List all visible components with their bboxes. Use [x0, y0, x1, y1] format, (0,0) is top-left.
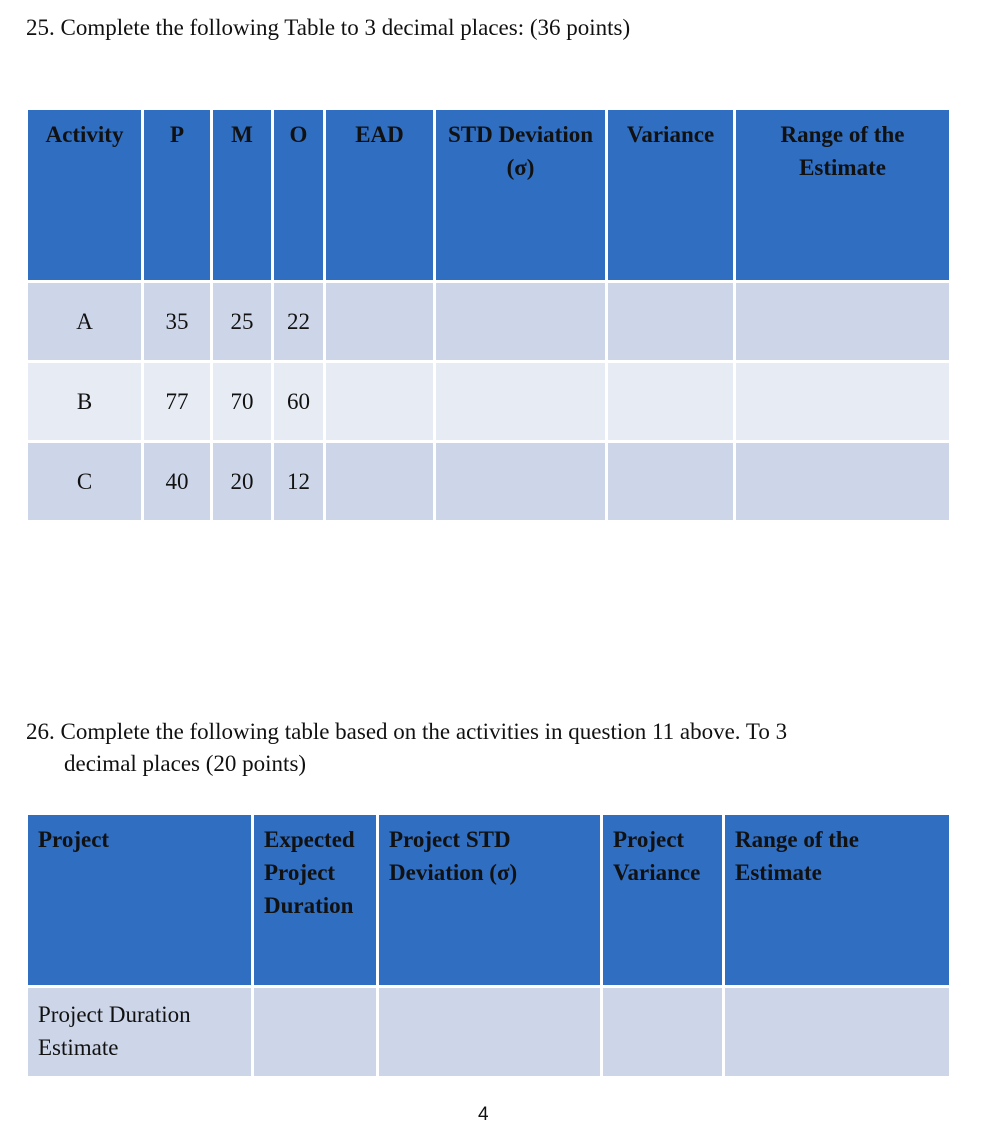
- question-25-title: 25. Complete the following Table to 3 decimal places: (36 points): [26, 15, 631, 40]
- header-range: Range of the Estimate: [735, 109, 951, 282]
- cell-variance[interactable]: [607, 442, 735, 522]
- cell-m: 25: [212, 282, 273, 362]
- question-26-line2: decimal places (20 points): [64, 751, 307, 776]
- cell-std[interactable]: [435, 362, 607, 442]
- cell-expected-duration[interactable]: [253, 987, 378, 1078]
- question-26-title: [26, 716, 906, 780]
- cell-activity: C: [27, 442, 143, 522]
- cell-o: 22: [273, 282, 325, 362]
- cell-activity: A: [27, 282, 143, 362]
- cell-activity: B: [27, 362, 143, 442]
- header-project: Project: [27, 814, 253, 987]
- header-variance: Variance: [607, 109, 735, 282]
- cell-o: 12: [273, 442, 325, 522]
- header-project-std: Project STD Deviation (σ): [378, 814, 602, 987]
- cell-m: 20: [212, 442, 273, 522]
- header-project-variance: Project Variance: [602, 814, 724, 987]
- table-row: [27, 362, 951, 442]
- cell-p: 40: [143, 442, 212, 522]
- header-p: P: [143, 109, 212, 282]
- header-activity: Activity: [27, 109, 143, 282]
- table-row: [27, 442, 951, 522]
- activity-table: [25, 107, 952, 523]
- cell-range[interactable]: [724, 987, 951, 1078]
- cell-variance[interactable]: [607, 282, 735, 362]
- cell-p: 35: [143, 282, 212, 362]
- cell-project-std[interactable]: [378, 987, 602, 1078]
- header-range: Range of the Estimate: [724, 814, 951, 987]
- cell-p: 77: [143, 362, 212, 442]
- table-header-row: [27, 814, 951, 987]
- cell-std[interactable]: [435, 442, 607, 522]
- header-m: M: [212, 109, 273, 282]
- cell-range[interactable]: [735, 282, 951, 362]
- question-26-line1: 26. Complete the following table based on the activities in question 11 above. To 3: [26, 719, 788, 744]
- header-o: O: [273, 109, 325, 282]
- cell-variance[interactable]: [607, 362, 735, 442]
- header-ead: EAD: [325, 109, 435, 282]
- page-number: 4: [478, 1104, 489, 1125]
- cell-range[interactable]: [735, 362, 951, 442]
- header-expected-duration: Expected Project Duration: [253, 814, 378, 987]
- table-row: [27, 282, 951, 362]
- cell-ead[interactable]: [325, 442, 435, 522]
- cell-ead[interactable]: [325, 282, 435, 362]
- cell-o: 60: [273, 362, 325, 442]
- cell-ead[interactable]: [325, 362, 435, 442]
- header-std-deviation: STD Deviation (σ): [435, 109, 607, 282]
- cell-std[interactable]: [435, 282, 607, 362]
- cell-project: Project Duration Estimate: [27, 987, 253, 1078]
- project-table: [25, 812, 952, 1079]
- table-row: [27, 987, 951, 1078]
- cell-m: 70: [212, 362, 273, 442]
- table-header-row: [27, 109, 951, 282]
- cell-range[interactable]: [735, 442, 951, 522]
- cell-project-variance[interactable]: [602, 987, 724, 1078]
